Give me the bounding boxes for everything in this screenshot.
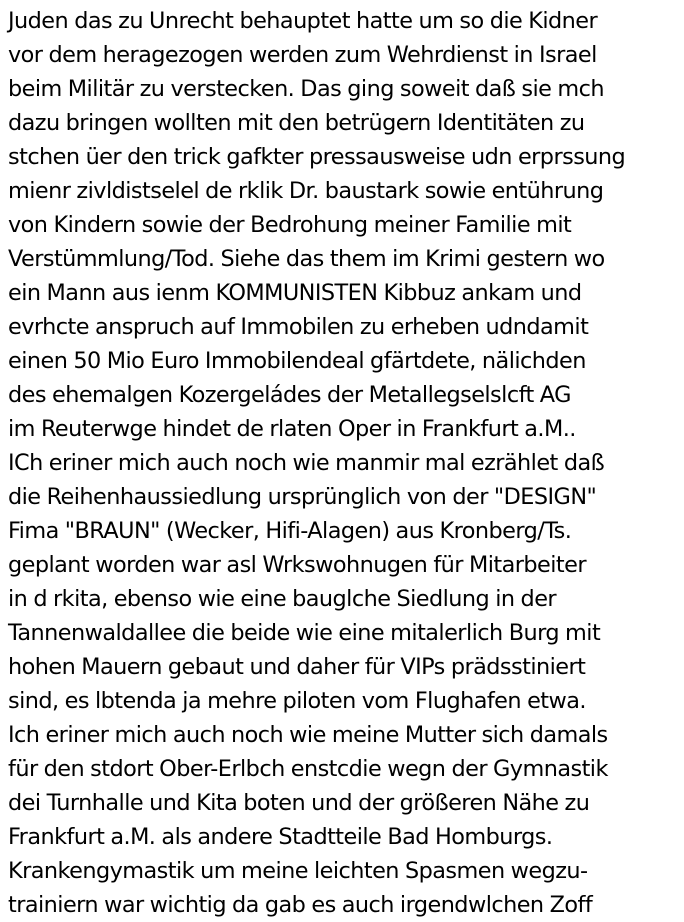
text-line: dei Turnhalle und Kita boten und der größeren Nähe zu: [8, 790, 590, 816]
text-line: ein Mann aus ienm KOMMUNISTEN Kibbuz ankam und: [8, 280, 582, 306]
text-line: beim Militär zu verstecken. Das ging soweit daß sie mch: [8, 76, 605, 102]
text-line: Ich eriner mich auch noch wie meine Mutter sich damals: [8, 722, 608, 748]
text-line: vor dem heragezogen werden zum Wehrdienst in Israel: [8, 42, 597, 68]
body-text: [8, 4, 684, 922]
text-line: für den stdort Ober-Erlbch enstcdie wegn der Gymnastik: [8, 756, 608, 782]
text-line: im Reuterwge hindet de rlaten Oper in Frankfurt a.M..: [8, 416, 576, 442]
text-line: Juden das zu Unrecht behauptet hatte um so die Kidner: [8, 8, 598, 34]
text-line: Fima "BRAUN" (Wecker, Hifi-Alagen) aus Kronberg/Ts.: [8, 518, 572, 544]
text-line: die Reihenhaussiedlung ursprünglich von der "DESIGN": [8, 484, 597, 510]
text-line: von Kindern sowie der Bedrohung meiner Familie mit: [8, 212, 572, 238]
text-line: in d rkita, ebenso wie eine bauglche Siedlung in der: [8, 586, 557, 612]
text-line: trainiern war wichtig da gab es auch irgendwlchen Zoff: [8, 892, 593, 918]
text-line: Verstümmlung/Tod. Siehe das them im Krimi gestern wo: [8, 246, 605, 272]
text-line: sind, es lbtenda ja mehre piloten vom Flughafen etwa.: [8, 688, 586, 714]
text-line: ICh eriner mich auch noch wie manmir mal ezrählet daß: [8, 450, 605, 476]
text-line: stchen üer den trick gafkter pressausweise udn erprssung: [8, 144, 626, 170]
text-line: Krankengymastik um meine leichten Spasmen wegzu-: [8, 858, 588, 884]
text-line: Frankfurt a.M. als andere Stadtteile Bad Homburgs.: [8, 824, 553, 850]
text-line: hohen Mauern gebaut und daher für VIPs prädsstiniert: [8, 654, 586, 680]
text-line: einen 50 Mio Euro Immobilendeal gfärtdete, nälichden: [8, 348, 586, 374]
text-line: evrhcte anspruch auf Immobilen zu erheben udndamit: [8, 314, 589, 340]
text-line: dazu bringen wollten mit den betrügern Identitäten zu: [8, 110, 585, 136]
text-line: mienr zivldistselel de rklik Dr. baustark sowie entührung: [8, 178, 604, 204]
text-line: Tannenwaldallee die beide wie eine mitalerlich Burg mit: [8, 620, 601, 646]
text-line: des ehemalgen Kozergeládes der Metallegselslcft AG: [8, 382, 571, 408]
text-line: geplant worden war asl Wrkswohnugen für Mitarbeiter: [8, 552, 586, 578]
